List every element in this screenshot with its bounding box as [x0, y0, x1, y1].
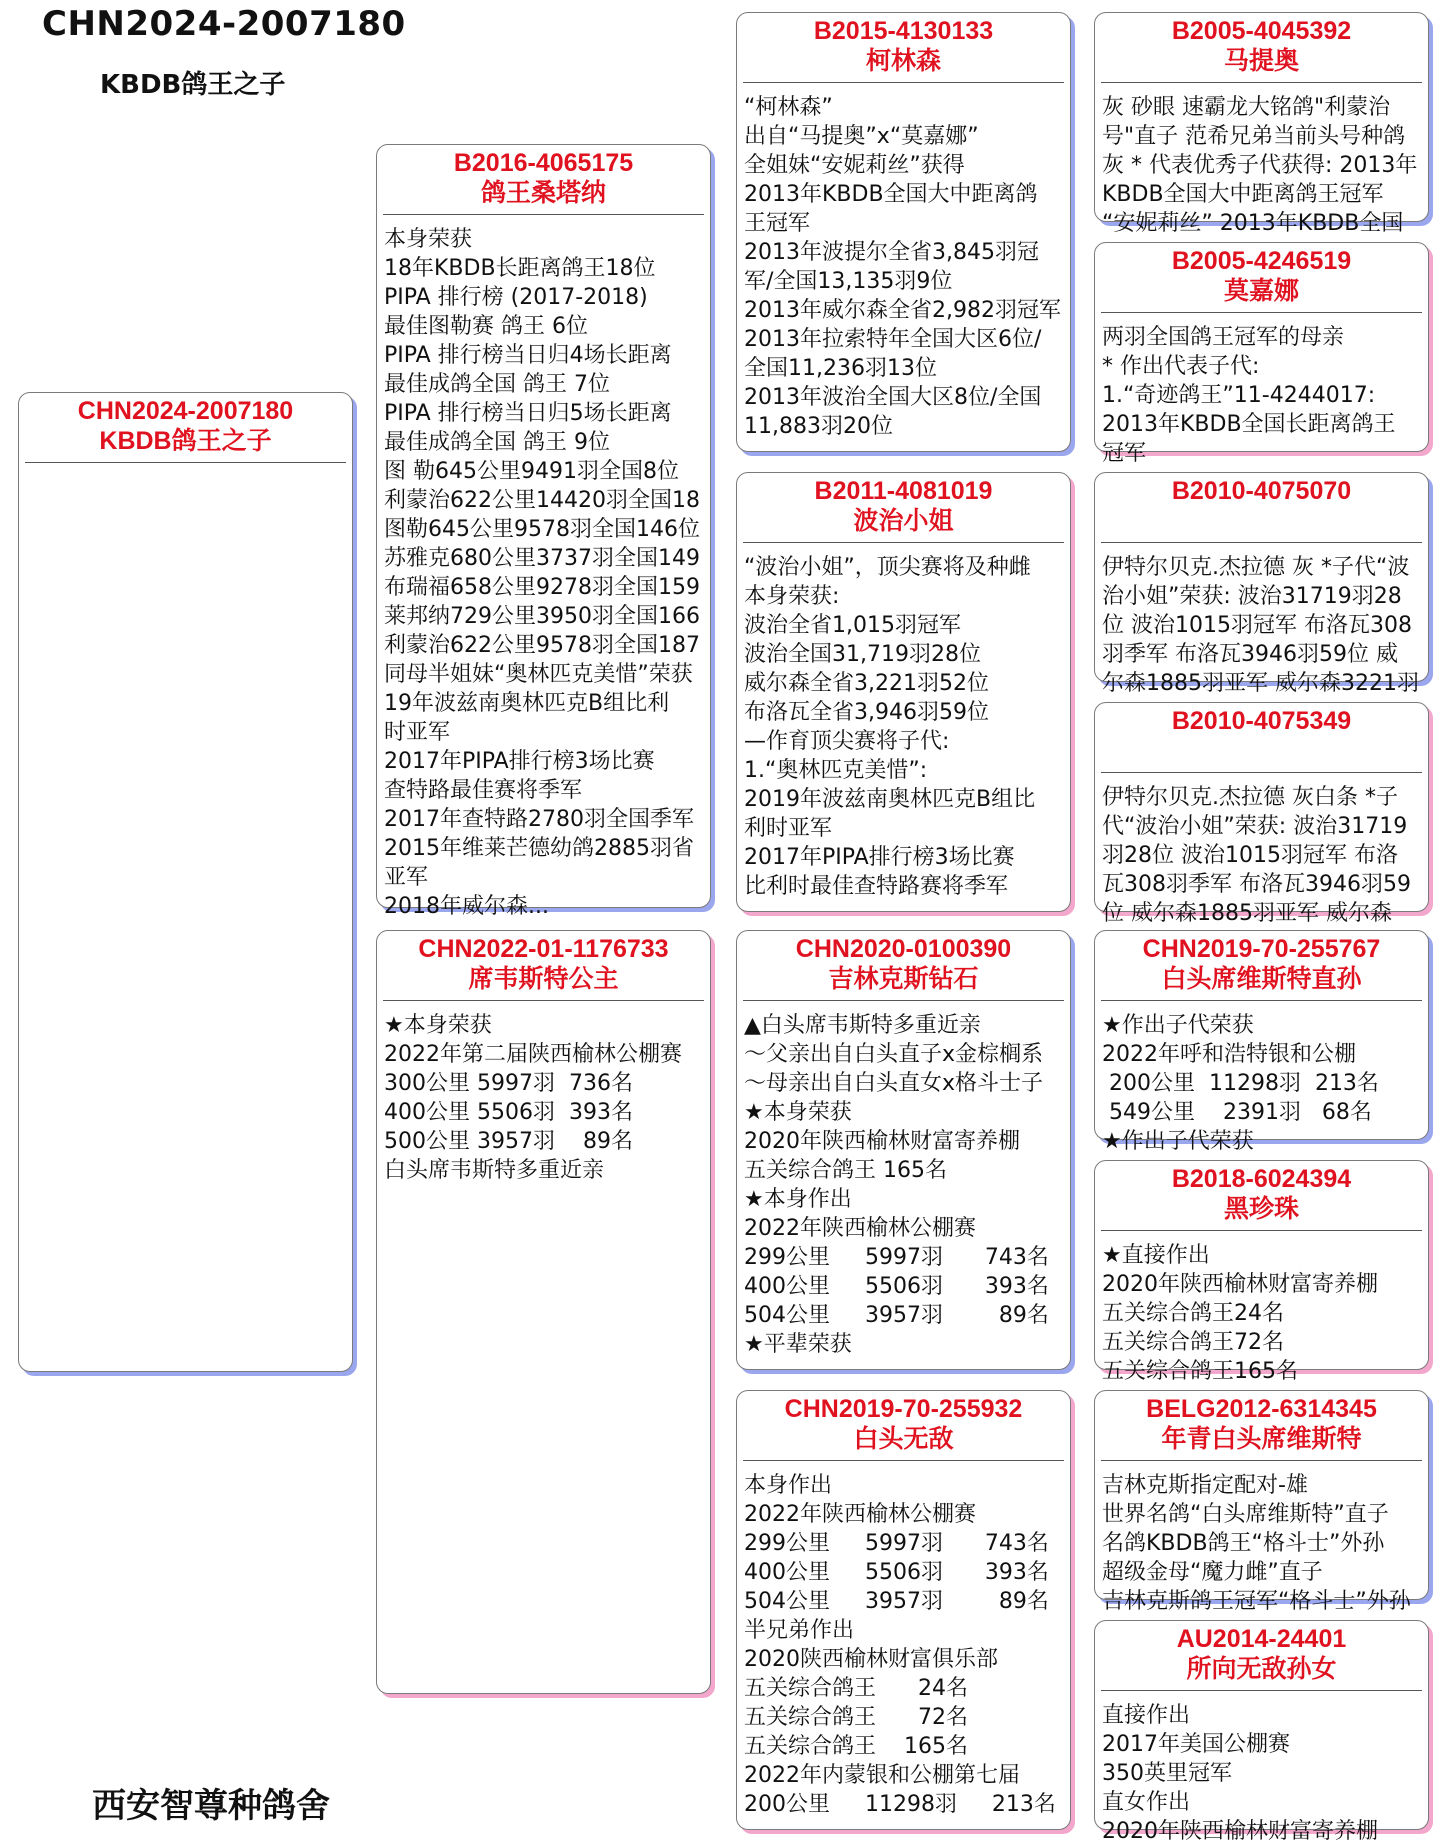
ggp-2-name: 莫嘉娜 — [1223, 277, 1299, 305]
ggp-5-notes: ★作出子代荣获 2022年呼和浩特银和公棚 200公里 11298羽 213名 549公里 2391羽 68名 ★作出子代荣获 — [1102, 1013, 1379, 1154]
sire-sire-name: 柯林森 — [865, 47, 941, 75]
subject-card — [18, 392, 353, 1372]
sire-notes: 本身荣获 18年KBDB长距离鸽王18位 PIPA 排行榜 (2017-2018) 最佳图勒赛 鸽王 6位 PIPA 排行榜当日归4场长距离 最佳成鸽全国 鸽王 7位 PIPA 排行榜当日归5场长距离 最佳成鸽全国 鸽王 9位 图 勒645公里9491羽全国8位 利蒙治622公里14420羽全国18 图勒645公里9578羽全国146位 苏雅克680公里3737羽全国149 布瑞福658公里9278羽全国159 莱邦纳729公里3950羽全国166 利蒙治622公里9578羽全国187 同母半姐妹“奥林匹克美惜”荣获 19年波兹南奥林匹克B组比利 时亚军 2017年PIPA排行榜3场比赛 查特路最佳赛将季军 2017年查特路2780羽全国季军 2015年维莱芒德幼鸽2885羽省 亚军 2018年威尔森... — [384, 227, 700, 919]
ggp-3-name — [1095, 506, 1428, 536]
ggp-6-notes: ★直接作出 2020年陕西榆林财富寄养棚 五关综合鸽王24名 五关综合鸽王72名 五关综合鸽王165名 — [1102, 1243, 1378, 1384]
ggp-card-3 — [1094, 472, 1429, 696]
dam-dam-ring: CHN2019-70-255932 — [784, 1395, 1023, 1423]
dam-dam-name: 白头无敌 — [853, 1425, 954, 1453]
page-title-ring: CHN2024-2007180 — [42, 4, 406, 44]
ggp-4-ring: B2010-4075349 — [1171, 707, 1352, 735]
dam-dam-card — [736, 1390, 1071, 1830]
dam-sire-notes: ▲白头席韦斯特多重近亲 ～父亲出自白头直子x金棕榈系 ～母亲出自白头直女x格斗士子 ★本身荣获 2020年陕西榆林财富寄养棚 五关综合鸽王 165名 ★本身作出 2022年陕西榆林公棚赛 299公里 5997羽 743名 400公里 5506羽 393名 504公里 3957羽 89名 ★平辈荣获 — [744, 1013, 1049, 1357]
ggp-6-ring: B2018-6024394 — [1171, 1165, 1352, 1193]
sire-name: 鸽王桑塔纳 — [480, 179, 606, 207]
ggp-card-1 — [1094, 12, 1429, 236]
ggp-8-ring: AU2014-24401 — [1176, 1625, 1347, 1653]
dam-dam-notes: 本身作出 2022年陕西榆林公棚赛 299公里 5997羽 743名 400公里 5506羽 393名 504公里 3957羽 89名 半兄弟作出 2020陕西榆林财富俱乐部 五关综合鸽王 24名 五关综合鸽王 72名 五关综合鸽王 165名 2022年内蒙银和公棚第七届 200公里 11298羽 213名 — [744, 1473, 1056, 1817]
ggp-card-5 — [1094, 930, 1429, 1154]
ggp-5-name: 白头席维斯特直孙 — [1161, 965, 1362, 993]
ggp-8-notes: 直接作出 2017年美国公棚赛 350英里冠军 直女作出 2020年陕西榆林财富寄养棚 — [1102, 1703, 1378, 1844]
subject-divider — [25, 462, 346, 463]
page-title-name: KBDB鸽王之子 — [100, 70, 286, 100]
ggp-card-8 — [1094, 1620, 1429, 1844]
sire-dam-notes: “波治小姐”，顶尖赛将及种雌 本身荣获: 波治全省1,015羽冠军 波治全国31,719羽28位 威尔森全省3,221羽52位 布洛瓦全省3,946羽59位 —作育顶尖赛将子代: 1.“奥林匹克美惜”: 2019年波兹南奥林匹克B组比 利时亚军 2017年PIPA排行榜3场比赛 比利时最佳查特路赛将季军 — [744, 555, 1036, 899]
sire-sire-card — [736, 12, 1071, 452]
subject-name: KBDB鸽王之子 — [99, 427, 272, 455]
ggp-1-name: 马提奥 — [1223, 47, 1299, 75]
ggp-4-name — [1095, 736, 1428, 766]
ggp-3-notes: 伊特尔贝克.杰拉德 灰 *子代“波 治小姐”荣获: 波治31719羽28 位 波治1015羽冠军 布洛瓦308 羽季军 布洛瓦3946羽59位 威 尔森1885羽亚军 威尔森3221羽 — [1102, 555, 1419, 696]
ggp-card-2 — [1094, 242, 1429, 466]
ggp-7-ring: BELG2012-6314345 — [1146, 1395, 1377, 1423]
ggp-2-notes: 两羽全国鸽王冠军的母亲 * 作出代表子代: 1.“奇迹鸽王”11-4244017: 2013年KBDB全国长距离鸽王 冠军 — [1102, 325, 1396, 466]
ggp-1-ring: B2005-4045392 — [1171, 17, 1352, 45]
sire-ring: B2016-4065175 — [453, 149, 634, 177]
dam-card — [376, 930, 711, 1694]
ggp-6-name: 黑珍珠 — [1223, 1195, 1299, 1223]
sire-dam-card — [736, 472, 1071, 912]
ggp-1-notes: 灰 砂眼 速霸龙大铭鸽"利蒙治 号"直子 范希兄弟当前头号种鸽 灰 * 代表优秀子代获得: 2013年 KBDB全国大中距离鸽王冠军 “安妮莉丝” 2013年KBDB全国 — [1102, 95, 1418, 236]
sire-dam-name: 波治小姐 — [853, 507, 954, 535]
sire-dam-ring: B2011-4081019 — [814, 477, 993, 505]
dam-sire-card — [736, 930, 1071, 1370]
dam-sire-ring: CHN2020-0100390 — [795, 935, 1012, 963]
ggp-8-name: 所向无敌孙女 — [1186, 1655, 1337, 1683]
ggp-2-ring: B2005-4246519 — [1171, 247, 1352, 275]
sire-sire-ring: B2015-4130133 — [813, 17, 994, 45]
ggp-3-ring: B2010-4075070 — [1171, 477, 1352, 505]
ggp-7-notes: 吉林克斯指定配对-雄 世界名鸽“白头席维斯特”直子 名鸽KBDB鸽王“格斗士”外孙 超级金母“魔力雌”直子 吉林克斯鸽王冠军“格斗士”外孙 — [1102, 1473, 1411, 1614]
ggp-4-notes: 伊特尔贝克.杰拉德 灰白条 *子 代“波治小姐”荣获: 波治31719 羽28位 波治1015羽冠军 布洛 瓦308羽季军 布洛瓦3946羽59 位 威尔森1885羽亚军 威尔森 — [1102, 785, 1411, 926]
ggp-7-name: 年青白头席维斯特 — [1161, 1425, 1362, 1453]
ggp-card-7 — [1094, 1390, 1429, 1614]
ggp-card-6 — [1094, 1160, 1429, 1384]
subject-ring: CHN2024-2007180 — [77, 397, 294, 425]
dam-ring: CHN2022-01-1176733 — [418, 935, 669, 963]
sire-sire-notes: “柯林森” 出自“马提奥”x“莫嘉娜” 全姐妹“安妮莉丝”获得 2013年KBDB全国大中距离鸽 王冠军 2013年波提尔全省3,845羽冠 军/全国13,135羽9位 2013年威尔森全省2,982羽冠军 2013年拉索特年全国大区6位/ 全国11,236羽13位 2013年波治全国大区8位/全国 11,883羽20位 — [744, 95, 1061, 439]
loft-name: 西安智尊种鸽舍 — [92, 1786, 330, 1826]
dam-name: 席韦斯特公主 — [468, 965, 619, 993]
ggp-5-ring: CHN2019-70-255767 — [1142, 935, 1381, 963]
sire-card — [376, 144, 711, 919]
dam-notes: ★本身荣获 2022年第二届陕西榆林公棚赛 300公里 5997羽 736名 400公里 5506羽 393名 500公里 3957羽 89名 白头席韦斯特多重近亲 — [384, 1013, 682, 1183]
ggp-card-4 — [1094, 702, 1429, 926]
dam-sire-name: 吉林克斯钻石 — [828, 965, 979, 993]
